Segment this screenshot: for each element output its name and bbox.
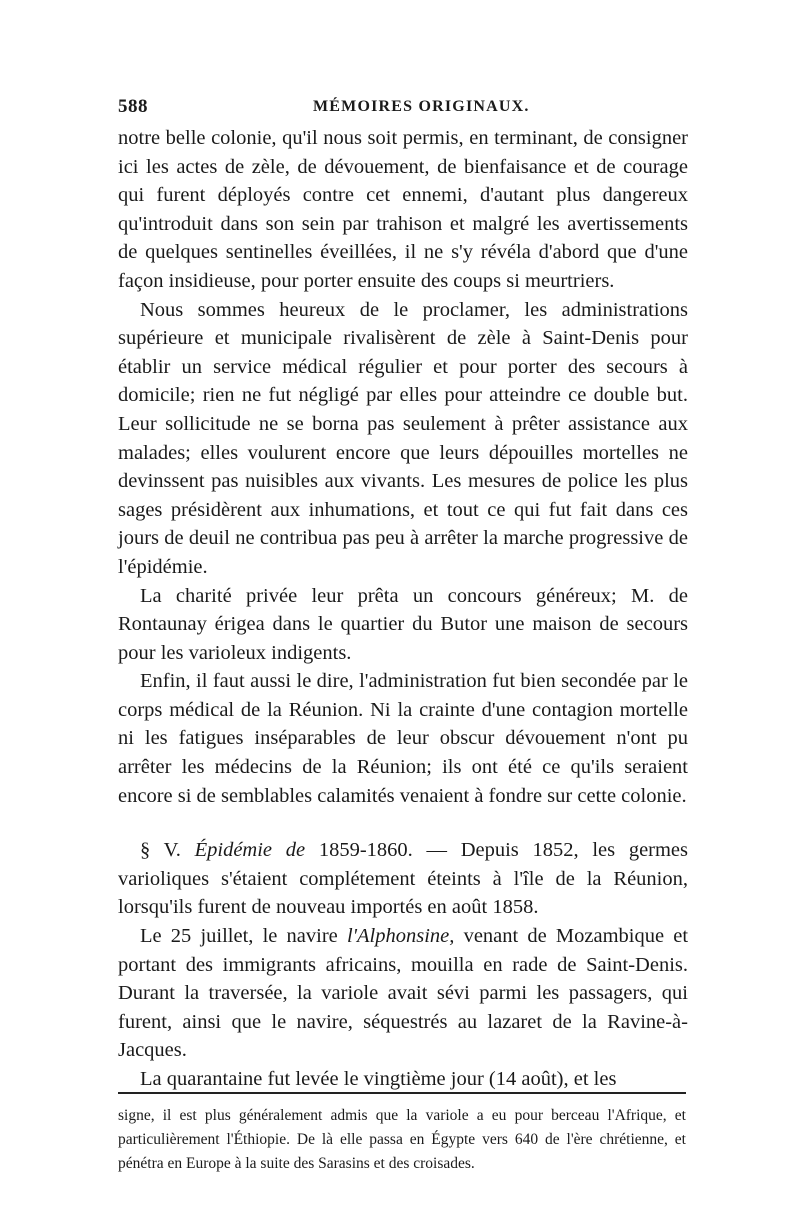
- paragraph-6-end: venant de Mozambique et portant des immigrants africains, mouilla en rade de Saint-Denis. Durant la traversée, la variole avait sévi parmi les passagers, qui furent, ainsi que le navire, séquestrés au lazaret de la Ravine-à-Jacques.: [118, 925, 689, 1062]
- footnote: [118, 1104, 686, 1176]
- section-number: § V.: [140, 839, 181, 862]
- running-title: MÉMOIRES ORIGINAUX.: [313, 98, 530, 115]
- section-title-italic: Épidémie de: [194, 839, 306, 862]
- paragraph-6-start: Le 25 juillet, le navire: [140, 925, 338, 948]
- paragraph-6: [118, 922, 688, 1065]
- paragraph-7: La quarantaine fut levée le vingtième jour (14 août), et les: [140, 1068, 617, 1090]
- section-v-paragraph: [118, 836, 688, 922]
- paragraph-2: Nous sommes heureux de le proclamer, les administrations supérieure et municipale rivalisèrent de zèle à Saint-Denis pour établir un service médical régulier et pour porter des secours à domicile; rien ne fut négligé par elles pour atteindre ce double but. Leur sollicitude ne se borna pas seulement à prêter assistance aux malades; elles voulurent encore que leurs dépouilles mortelles ne devinssent pas nuisibles aux vivants. Les mesures de police les plus sages présidèrent aux inhumations, et tout ce qui fut fait dans ces jours de deuil ne contribua pas peu à arrêter la marche progressive de l'épidémie.: [118, 298, 688, 578]
- paragraph-4: Enfin, il faut aussi le dire, l'administration fut bien secondée par le corps médical de la Réunion. Ni la crainte d'une contagion mortelle ni les fatigues inséparables de leur obscur dévouement n'ont pu arrêter les médecins de la Réunion; ils ont été ce qu'ils seraient encore si de semblables calamités venaient à fondre sur cette colonie.: [118, 670, 688, 807]
- ship-name: l'Alphonsine,: [346, 925, 455, 948]
- section-v-text: 1859-1860. — Depuis 1852, les germes varioliques s'étaient complétement éteints à l'île de la Réunion, lorsqu'ils furent de nouveau importés en août 1858.: [118, 839, 689, 919]
- page-number: 588: [118, 96, 148, 117]
- running-head: [118, 96, 688, 120]
- body-text: [118, 124, 688, 1094]
- paragraph-3: La charité privée leur prêta un concours généreux; M. de Rontaunay érigea dans le quartier du Butor une maison de secours pour les varioleux indigents.: [118, 584, 688, 664]
- footnote-text: signe, il est plus généralement admis que la variole a eu pour berceau l'Afrique, et particulièrement l'Éthiopie. De là elle passa en Égypte vers 640 de l'ère chrétienne, et pénétra en Europe à la suite des Sarasins et des croisades.: [118, 1107, 686, 1172]
- footnote-rule: [118, 1092, 686, 1094]
- section-gap: [118, 810, 688, 836]
- paragraph-1: notre belle colonie, qu'il nous soit permis, en terminant, de consigner ici les actes de zèle, de dévouement, de bienfaisance et de courage qui furent déployés contre cet ennemi, d'autant plus dangereux qu'introduit dans son sein par trahison et malgré les avertissements de quelques sentinelles éveillées, il ne s'y révéla d'abord que d'une façon insidieuse, pour porter ensuite des coups si meurtriers.: [118, 127, 688, 292]
